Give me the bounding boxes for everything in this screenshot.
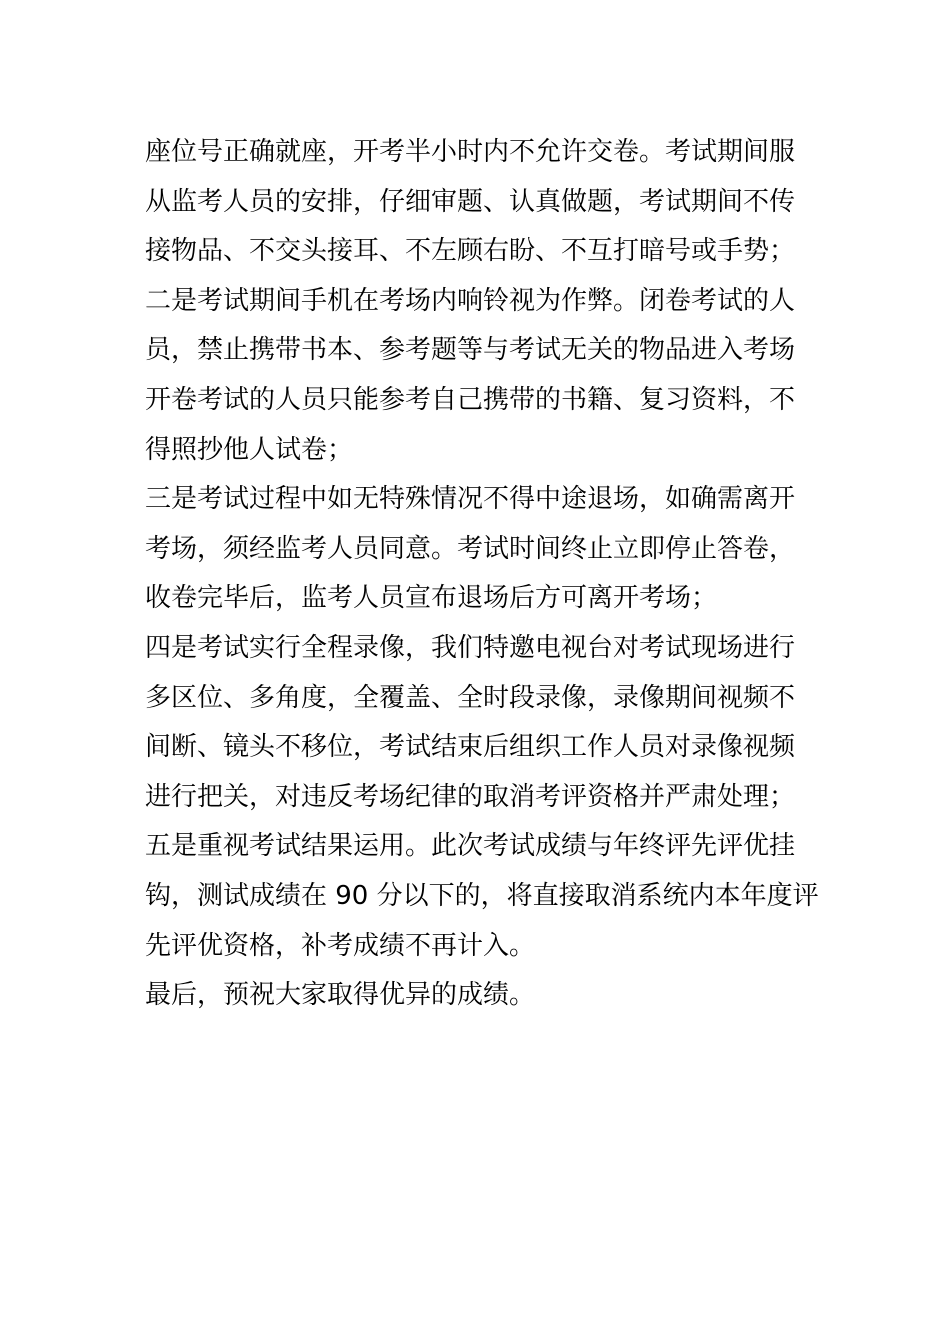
text-line: 开卷考试的人员只能参考自己携带的书籍、复习资料，不 [145,384,796,415]
text-line: 四是考试实行全程录像，我们特邀电视台对考试现场进行 [145,632,796,663]
text-line: 考场，须经监考人员同意。考试时间终止立即停止答卷， [145,533,796,564]
text-line: 收卷完毕后，监考人员宣布退场后方可离开考场； [145,583,718,614]
text-line: 多区位、多角度，全覆盖、全时段录像，录像期间视频不 [145,682,796,713]
text-line: 接物品、不交头接耳、不左顾右盼、不互打暗号或手势； [145,236,796,267]
document-body [145,128,819,1021]
text-line: 五是重视考试结果运用。此次考试成绩与年终评先评优挂 [145,831,796,862]
text-line: 座位号正确就座，开考半小时内不允许交卷。考试期间服 [145,137,796,167]
text-line: 员，禁止携带书本、参考题等与考试无关的物品进入考场 [145,335,796,366]
text-line: 钩，测试成绩在 90 分以下的，将直接取消系统内本年度评 [145,880,819,911]
text-line: 最后，预祝大家取得优异的成绩。 [145,980,536,1011]
text-line: 先评优资格，补考成绩不再计入。 [145,930,536,961]
text-line: 二是考试期间手机在考场内响铃视为作弊。闭卷考试的人 [145,285,796,316]
text-line: 间断、镜头不移位，考试结束后组织工作人员对录像视频 [145,732,796,763]
text-line: 三是考试过程中如无特殊情况不得中途退场，如确需离开 [145,484,796,515]
text-line: 从监考人员的安排，仔细审题、认真做题，考试期间不传 [145,186,796,217]
text-line: 进行把关，对违反考场纪律的取消考评资格并严肃处理； [145,781,796,812]
text-line: 得照抄他人试卷； [145,434,354,465]
